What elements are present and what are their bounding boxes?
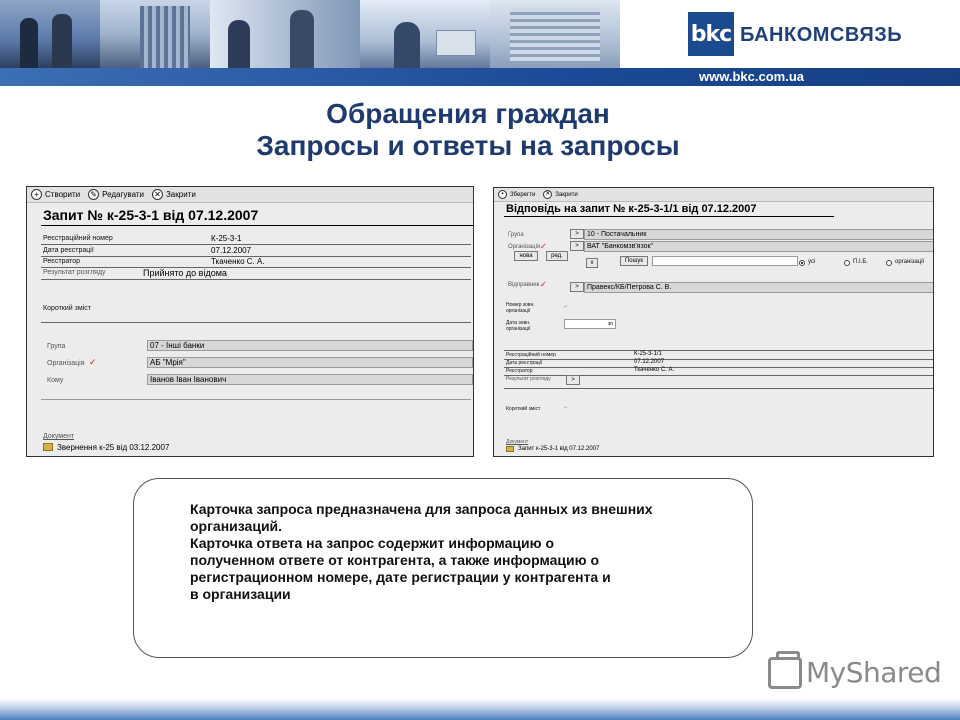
save-label: Зберегти — [510, 191, 536, 198]
header-photo-strip — [0, 0, 620, 68]
header-photo-operator — [360, 0, 490, 68]
ext-number-edit-icon[interactable]: ⌐ — [564, 304, 568, 310]
to-whom-field[interactable]: Іванов Іван Іванович — [147, 374, 473, 385]
response-card-screenshot — [493, 187, 934, 457]
row-divider — [504, 350, 934, 351]
reg-date-value: 07.12.2007 — [211, 246, 252, 255]
header-photo-office — [0, 0, 100, 68]
radio-orgs[interactable] — [886, 260, 892, 266]
summary-label: Короткий зміст — [43, 305, 91, 312]
checkmark-icon: ✓ — [540, 280, 547, 289]
ext-number-label: Номер зовн. — [506, 302, 535, 308]
row-divider — [504, 359, 934, 360]
ext-date-label: Дата зовн. — [506, 320, 531, 326]
registrar-label: Реєстратор — [506, 368, 533, 374]
save-icon: ▪ — [498, 190, 507, 199]
document-link[interactable]: Запит к-25-3-1 від 07.12.2007 — [518, 446, 600, 452]
slide-subtitle: Запросы и ответы на запросы — [256, 130, 680, 161]
request-card-screenshot — [26, 186, 474, 457]
group-label: Група — [508, 232, 524, 238]
checkmark-icon: ✓ — [89, 357, 97, 367]
radio-pib-label: П.І.Б. — [853, 259, 868, 265]
response-card-title: Відповідь на запит № к-25-3-1/1 від 07.12.2007 — [506, 203, 757, 215]
sender-label: Відправник — [508, 282, 540, 288]
ext-date-label-cont: організації — [506, 326, 531, 332]
ext-date-input[interactable]: зп — [564, 319, 616, 329]
folder-icon — [506, 446, 514, 452]
row-divider — [41, 279, 471, 280]
reg-number-label: Реєстраційний номер — [43, 235, 113, 242]
reg-date-value: 07.12.2007 — [634, 359, 665, 365]
document-label: Документ — [43, 433, 75, 440]
description-text — [190, 501, 738, 603]
title-divider — [41, 225, 473, 226]
close-label: Закрити — [555, 191, 578, 198]
description-line: регистрационном номере, дате регистрации у контрагента и — [190, 569, 611, 585]
reg-number-value: К-25-3-1/1 — [634, 351, 662, 357]
search-button[interactable]: Пошук — [620, 256, 648, 266]
description-line: Карточка ответа на запрос содержит информацию о — [190, 535, 554, 551]
header-photo-people — [210, 0, 360, 68]
create-label: Створити — [45, 190, 81, 199]
footer-bar — [0, 698, 960, 720]
row-divider — [41, 267, 471, 268]
row-divider — [41, 322, 471, 323]
pencil-icon: ✎ — [88, 189, 99, 200]
description-box — [133, 478, 753, 658]
group-field[interactable]: 07 - Інші банки — [147, 340, 473, 351]
close-icon: ✕ — [152, 189, 163, 200]
group-field[interactable]: 10 - Постачальник — [584, 229, 934, 240]
create-icon: + — [31, 189, 42, 200]
row-divider — [504, 367, 934, 368]
result-value: Прийнято до відома — [143, 268, 227, 278]
description-line: в организации — [190, 586, 291, 602]
row-divider — [41, 399, 471, 400]
description-line: Карточка запроса предназначена для запроса данных из внешних — [190, 501, 653, 517]
search-input[interactable] — [652, 256, 798, 266]
radio-orgs-label: організації — [895, 259, 925, 265]
title-divider — [504, 216, 834, 217]
ext-number-label-cont: організації — [506, 308, 531, 314]
summary-edit-icon[interactable]: ⌐ — [564, 405, 568, 411]
watermark-text: MyShared — [806, 656, 942, 689]
description-line: организаций. — [190, 518, 283, 534]
sender-select-button[interactable]: > — [570, 282, 584, 292]
result-select-button[interactable]: > — [566, 375, 580, 385]
request-card-toolbar — [27, 187, 473, 203]
brand-logo-icon: bkc — [688, 12, 734, 56]
edit-label: Редагувати — [102, 190, 144, 199]
reg-date-label: Дата реєстрації — [506, 360, 543, 366]
row-divider — [41, 244, 471, 245]
result-label: Результат розгляду — [43, 269, 106, 276]
close-icon: ✕ — [545, 191, 551, 197]
header-photo-equipment — [490, 0, 620, 68]
presentation-icon — [768, 657, 802, 689]
close-label: Закрити — [165, 190, 196, 199]
group-select-button[interactable]: > — [570, 229, 584, 239]
header-photo-building — [100, 0, 210, 68]
group-label: Група — [47, 343, 66, 350]
registrar-value: Ткаченко С. А. — [211, 257, 265, 266]
request-card-title: Запит № к-25-3-1 від 07.12.2007 — [43, 207, 259, 223]
header — [0, 0, 960, 88]
reg-number-value: К-25-3-1 — [211, 234, 242, 243]
description-line: полученном ответе от контрагента, а также информацию о — [190, 552, 600, 568]
radio-pib[interactable] — [844, 260, 850, 266]
response-card-toolbar — [494, 188, 933, 202]
site-url-link[interactable]: www.bkc.com.ua — [699, 69, 804, 84]
close-button[interactable] — [152, 189, 196, 200]
registrar-value: Ткаченко С. А. — [634, 367, 675, 373]
org-label: Організація — [508, 244, 541, 250]
myshared-watermark — [768, 656, 941, 689]
org-label: Організація — [47, 360, 85, 367]
result-label: Результат розгляду — [506, 376, 551, 382]
save-button[interactable] — [498, 190, 535, 199]
create-button[interactable] — [31, 189, 80, 200]
org-field[interactable]: ВАТ "Банкомзв'язок" — [584, 241, 934, 252]
document-label: Документ — [506, 439, 529, 445]
to-whom-label: Кому — [47, 377, 64, 384]
edit-small-button[interactable]: ред. — [546, 251, 568, 261]
summary-label: Короткий зміст — [506, 406, 541, 412]
new-button[interactable]: нова — [514, 251, 538, 261]
brand-name: БАНКОМСВЯЗЬ — [740, 24, 903, 46]
reg-number-label: Реєстраційний номер — [506, 352, 556, 358]
radio-all[interactable] — [799, 260, 805, 266]
registrar-label: Реєстратор — [43, 258, 81, 265]
org-field[interactable]: АБ "Мрія" — [147, 357, 473, 368]
row-divider — [504, 388, 934, 389]
header-blue-bar — [0, 68, 960, 86]
checkmark-icon: ✓ — [540, 242, 547, 251]
document-link[interactable]: Звернення к-25 від 03.12.2007 — [57, 443, 170, 452]
slide-title: Обращения граждан — [326, 98, 610, 129]
folder-icon — [43, 443, 53, 451]
org-select-button[interactable]: > — [570, 241, 584, 251]
clear-button[interactable]: x — [586, 258, 598, 268]
radio-all-label: усі — [808, 259, 816, 265]
reg-date-label: Дата реєстрації — [43, 247, 94, 254]
close-button[interactable] — [543, 190, 577, 199]
edit-button[interactable] — [88, 189, 144, 200]
sender-field[interactable]: Правекс/КБ/Петрова С. В. — [584, 282, 934, 293]
